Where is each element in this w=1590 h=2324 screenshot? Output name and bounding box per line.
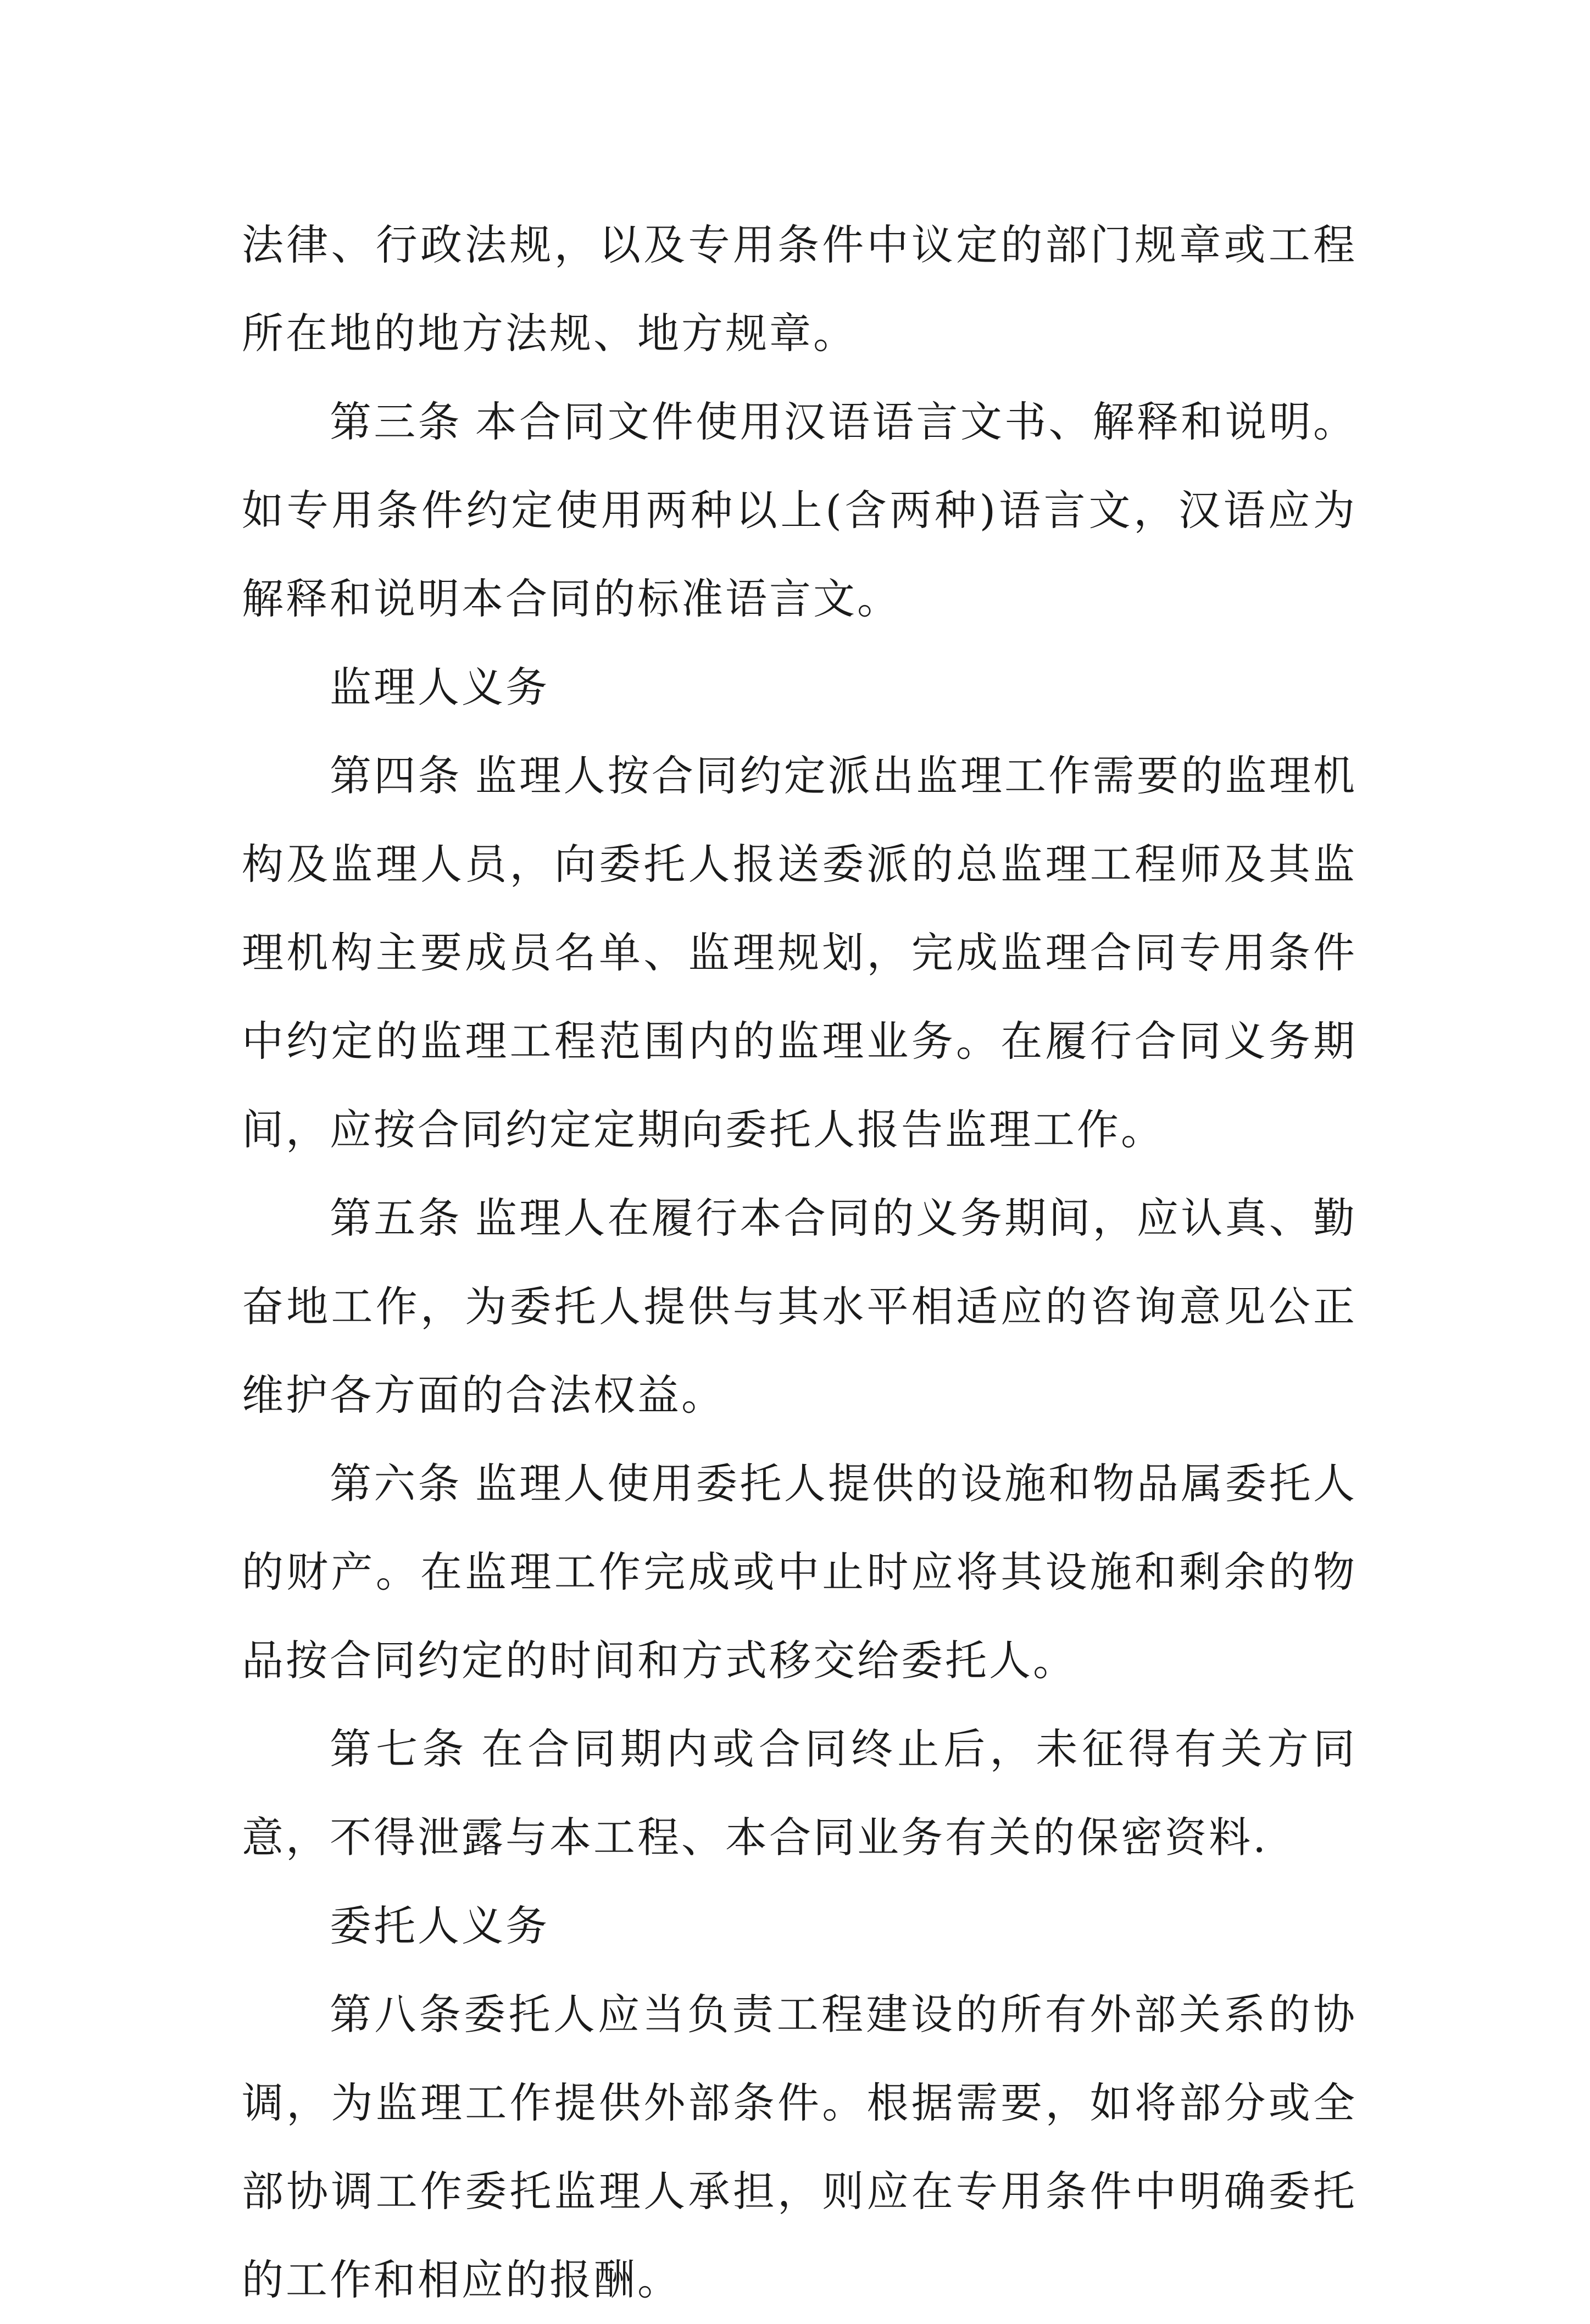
article-text: 在合同期内或合同终止后，未征得有关方同意，不得泄露与本工程、本合同业务有关的保密资料. <box>242 1724 1358 1862</box>
article-7 <box>242 1705 1357 1882</box>
article-number: 第七条 <box>330 1724 469 1773</box>
section-heading-supervisor-obligations <box>242 643 1357 731</box>
article-text: 监理人在履行本合同的义务期间，应认真、勤奋地工作，为委托人提供与其水平相适应的咨询意见公正维护各方面的合法权益。 <box>242 1194 1358 1419</box>
article-text: 监理人按合同约定派出监理工作需要的监理机构及监理人员，向委托人报送委派的总监理工程师及其监理机构主要成员名单、监理规划，完成监理合同专用条件中约定的监理工程范围内的监理业务。在履行合同义务期间，应按合同约定定期向委托人报告监理工作。 <box>242 751 1358 1154</box>
paragraph-continuation <box>242 201 1357 378</box>
article-text: 本合同文件使用汉语语言文书、解释和说明。如专用条件约定使用两种以上(含两种)语言文，汉语应为解释和说明本合同的标准语言文。 <box>242 397 1358 623</box>
section-heading-text: 委托人义务 <box>330 1901 549 1950</box>
article-5 <box>242 1174 1357 1439</box>
article-3 <box>242 378 1357 643</box>
document-body <box>242 201 1357 2324</box>
article-number: 第六条 <box>330 1459 462 1508</box>
article-text: 第八条委托人应当负责工程建设的所有外部关系的协调，为监理工作提供外部条件。根据需要，如将部分或全部协调工作委托监理人承担，则应在专用条件中明确委托的工作和相应的报酬。 <box>242 1990 1357 2304</box>
section-heading-text: 监理人义务 <box>330 663 549 712</box>
article-6 <box>242 1439 1357 1705</box>
article-number: 第四条 <box>330 751 462 800</box>
paragraph-text: 法律、行政法规，以及专用条件中议定的部门规章或工程所在地的地方法规、地方规章。 <box>242 220 1357 358</box>
article-4 <box>242 731 1357 1174</box>
section-heading-client-obligations <box>242 1882 1357 1970</box>
article-text: 监理人使用委托人提供的设施和物品属委托人的财产。在监理工作完成或中止时应将其设施和剩余的物品按合同约定的时间和方式移交给委托人。 <box>242 1459 1358 1685</box>
article-number: 第三条 <box>330 397 462 446</box>
article-8 <box>242 1970 1357 2324</box>
article-number: 第五条 <box>330 1194 462 1243</box>
